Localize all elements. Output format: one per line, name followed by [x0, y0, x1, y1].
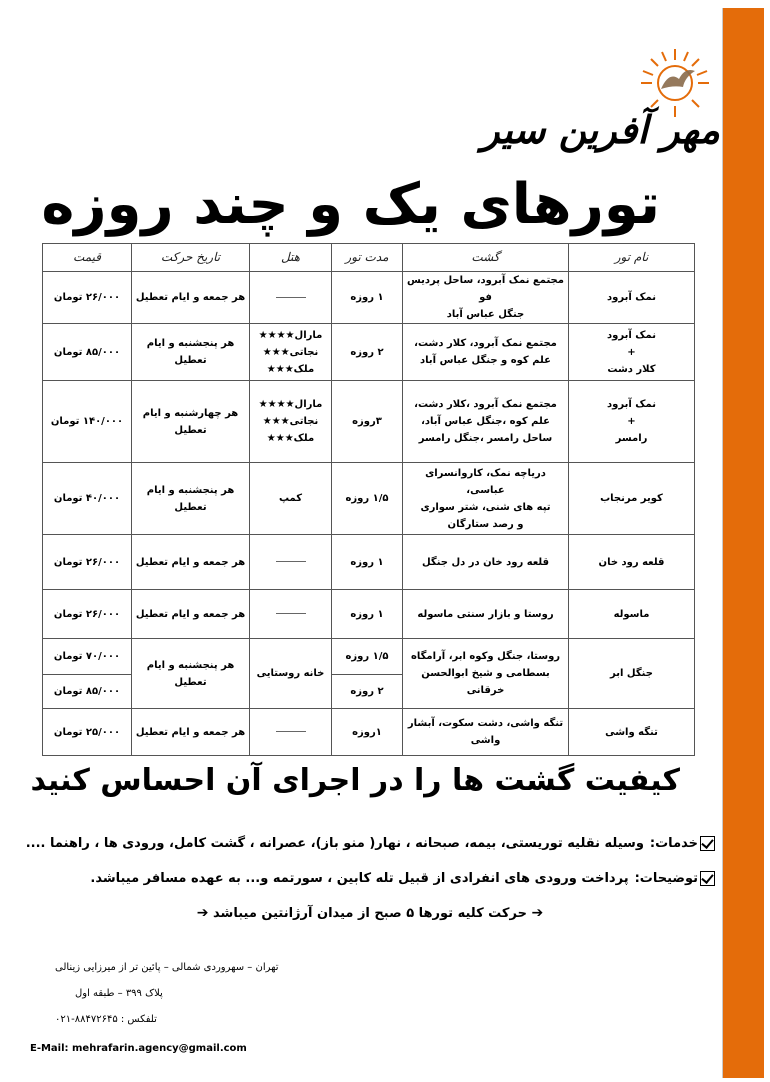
- table-row-abr-1: [43, 639, 695, 675]
- cell-price: ۲۶/۰۰۰ تومان: [43, 535, 132, 590]
- header-price: قیمت: [43, 244, 132, 272]
- cell-hotel: [250, 709, 332, 756]
- services-label: خدمات:: [649, 836, 698, 851]
- notes-text: پرداخت ورودی های انفرادی از قبیل تله کابین ، سورتمه و... به عهده مسافر میباشد.: [90, 871, 629, 886]
- cell-hotel-line: مارال★★★★: [258, 329, 323, 341]
- cell-name: [569, 324, 695, 381]
- cell-sights-line: مجتمع نمک آبرود، ساحل پردیس فو: [407, 275, 564, 303]
- services-text: وسیله نقلیه توریستی، بیمه، صبحانه ، نهار( منو باز)، عصرانه ، گشت کامل، ورودی ها ، راهنما ....: [25, 836, 644, 851]
- cell-price: ۴۰/۰۰۰ تومان: [43, 463, 132, 535]
- table-row: [43, 709, 695, 756]
- cell-sights-line: و رصد ستارگان: [447, 518, 524, 530]
- address-line-1: تهران – سهروردی شمالی – پائین تر از میرزایی زینالی: [55, 962, 279, 973]
- empty-dash: [276, 731, 306, 732]
- sight-line: روستا، جنگل وکوه ابر، آرامگاه: [410, 651, 561, 662]
- empty-dash: [276, 297, 306, 298]
- cell-name-line: قلعه رود خان: [598, 556, 665, 568]
- cell-sights-line: روستا و بازار سنتی ماسوله: [417, 608, 554, 620]
- cell-price: ۲۵/۰۰۰ تومان: [43, 709, 132, 756]
- cell-hotel: [250, 463, 332, 535]
- cell-duration: ۱روزه: [332, 709, 403, 756]
- cell-name: [569, 535, 695, 590]
- header-duration: مدت تور: [332, 244, 403, 272]
- cell-price: ۸۵/۰۰۰ تومان: [43, 675, 132, 709]
- cell-hotel-line: نجاتی★★★: [262, 416, 319, 427]
- tours-table: [42, 243, 695, 756]
- cell-departure: هر پنجشنبه و ایام تعطیل: [132, 639, 250, 709]
- cell-sights: [403, 324, 569, 381]
- cell-sights: [403, 590, 569, 639]
- cell-departure: هر جمعه و ایام تعطیل: [132, 535, 250, 590]
- cell-hotel-line: ملک★★★: [266, 433, 315, 444]
- checkbox-icon: [700, 871, 715, 886]
- cell-hotel-line: نجاتی★★★: [262, 346, 319, 358]
- cell-sights: تنگه واشی، دشت سکوت، آبشار واشی: [403, 709, 569, 756]
- arrow-left-icon: ➔: [196, 905, 209, 921]
- cell-sights-line: مجتمع نمک آبرود ،کلار دشت،: [414, 399, 557, 410]
- cell-name-line: نمک آبرود: [607, 399, 656, 410]
- cell-hotel: [250, 535, 332, 590]
- cell-sights-line: دریاچه نمک، کاروانسرای عباسی،: [425, 467, 546, 496]
- cell-hotel: [250, 324, 332, 381]
- header-name: نام تور: [569, 244, 695, 272]
- cell-duration: ۲ روزه: [332, 324, 403, 381]
- cell-price: ۱۴۰/۰۰۰ تومان: [43, 381, 132, 463]
- cell-name-line: رامسر: [615, 433, 648, 444]
- cell-name-line: +: [627, 346, 636, 358]
- cell-departure: هر جمعه و ایام تعطیل: [132, 709, 250, 756]
- cell-duration: ۱ روزه: [332, 272, 403, 324]
- cell-price: ۸۵/۰۰۰ تومان: [43, 324, 132, 381]
- table-row: [43, 590, 695, 639]
- cell-hotel: [250, 590, 332, 639]
- cell-sights-line: جنگل عباس آباد: [446, 309, 525, 320]
- table-row: [43, 535, 695, 590]
- sight-line: بسطامی و شیخ ابوالحسن خرقانی: [421, 668, 550, 696]
- cell-name-line: کویر مرنجاب: [600, 493, 663, 504]
- cell-departure: هر پنجشنبه و ایام تعطیل: [132, 324, 250, 381]
- cell-sights-line: قلعه رود خان در دل جنگل: [421, 556, 550, 568]
- brand-name: مهر آفرین سیر: [481, 107, 720, 152]
- table-row: [43, 272, 695, 324]
- cell-name-line: +: [627, 416, 636, 427]
- cell-price: ۲۶/۰۰۰ تومان: [43, 590, 132, 639]
- notes-label: توضیحات:: [634, 871, 698, 886]
- address-line-2: پلاک ۳۹۹ – طبقه اول: [75, 988, 163, 999]
- cell-sights-line: ساحل رامسر ،جنگل رامسر: [418, 433, 553, 444]
- departure-note: [150, 905, 590, 921]
- cell-duration: ۱ روزه: [332, 590, 403, 639]
- cell-departure: هر جمعه و ایام تعطیل: [132, 590, 250, 639]
- cell-name: تنگه واشی: [569, 709, 695, 756]
- cell-duration: ۲ روزه: [332, 675, 403, 709]
- cell-departure: هر چهارشنبه و ایام تعطیل: [132, 381, 250, 463]
- cell-hotel: [250, 381, 332, 463]
- cell-hotel-line: ملک★★★: [266, 363, 315, 375]
- cell-sights-line: علم کوه ،جنگل عباس آباد،: [421, 416, 550, 427]
- cell-name-line: نمک آبرود: [607, 329, 656, 341]
- arrow-right-icon: ➔: [531, 905, 544, 921]
- cell-sights: [403, 639, 569, 709]
- phone: تلفکس : ۸۸۴۷۲۶۴۵-۰۲۱: [55, 1014, 157, 1025]
- cell-sights: [403, 381, 569, 463]
- cell-sights: [403, 272, 569, 324]
- checkbox-icon: [700, 836, 715, 851]
- services-note: [26, 836, 715, 851]
- cell-sights-line: تپه های شنی، شتر سواری: [420, 501, 551, 513]
- cell-departure: هر پنجشنبه و ایام تعطیل: [132, 463, 250, 535]
- empty-dash: [276, 561, 306, 562]
- cell-name: [569, 590, 695, 639]
- cell-sights: [403, 535, 569, 590]
- cell-sights: [403, 463, 569, 535]
- email-link[interactable]: E-Mail: mehrafarin.agency@gmail.com: [30, 1043, 247, 1054]
- brand-logo: [481, 45, 720, 165]
- header-sights: گشت: [403, 244, 569, 272]
- cell-departure: هر جمعه و ایام تعطیل: [132, 272, 250, 324]
- page-title: تورهای یک و چند روزه: [41, 172, 660, 237]
- cell-sights-line: علم کوه و جنگل عباس آباد: [420, 355, 551, 366]
- cell-name: جنگل ابر: [569, 639, 695, 709]
- slogan: کیفیت گشت ها را در اجرای آن احساس کنید: [30, 763, 680, 798]
- cell-sights-line: مجتمع نمک آبرود، کلار دشت،: [414, 338, 557, 349]
- notes-note: [90, 871, 715, 886]
- cell-name-line: نمک آبرود: [607, 292, 656, 303]
- cell-duration: ۱ روزه: [332, 535, 403, 590]
- cell-hotel: خانه روستایی: [250, 639, 332, 709]
- cell-name-line: کلار دشت: [607, 363, 656, 375]
- orange-side-bar: [722, 8, 764, 1078]
- departure-note-text: حرکت کلیه تورها ۵ صبح از میدان آرژانتین میباشد: [213, 906, 527, 921]
- cell-name-line: ماسوله: [613, 608, 650, 620]
- cell-name: [569, 272, 695, 324]
- cell-name: [569, 381, 695, 463]
- table-row: [43, 324, 695, 381]
- cell-price: ۷۰/۰۰۰ تومان: [43, 639, 132, 675]
- empty-dash: [276, 613, 306, 614]
- cell-hotel-line: کمپ: [278, 493, 303, 504]
- header-departure: تاریخ حرکت: [132, 244, 250, 272]
- cell-duration: ۱/۵ روزه: [332, 639, 403, 675]
- table-header-row: [43, 244, 695, 272]
- cell-hotel-line: مارال★★★★: [258, 399, 323, 410]
- cell-price: ۲۶/۰۰۰ تومان: [43, 272, 132, 324]
- table-row: [43, 381, 695, 463]
- cell-name: [569, 463, 695, 535]
- cell-hotel: [250, 272, 332, 324]
- cell-duration: ۱/۵ روزه: [332, 463, 403, 535]
- header-hotel: هتل: [250, 244, 332, 272]
- cell-duration: ۳روزه: [332, 381, 403, 463]
- table-row: [43, 463, 695, 535]
